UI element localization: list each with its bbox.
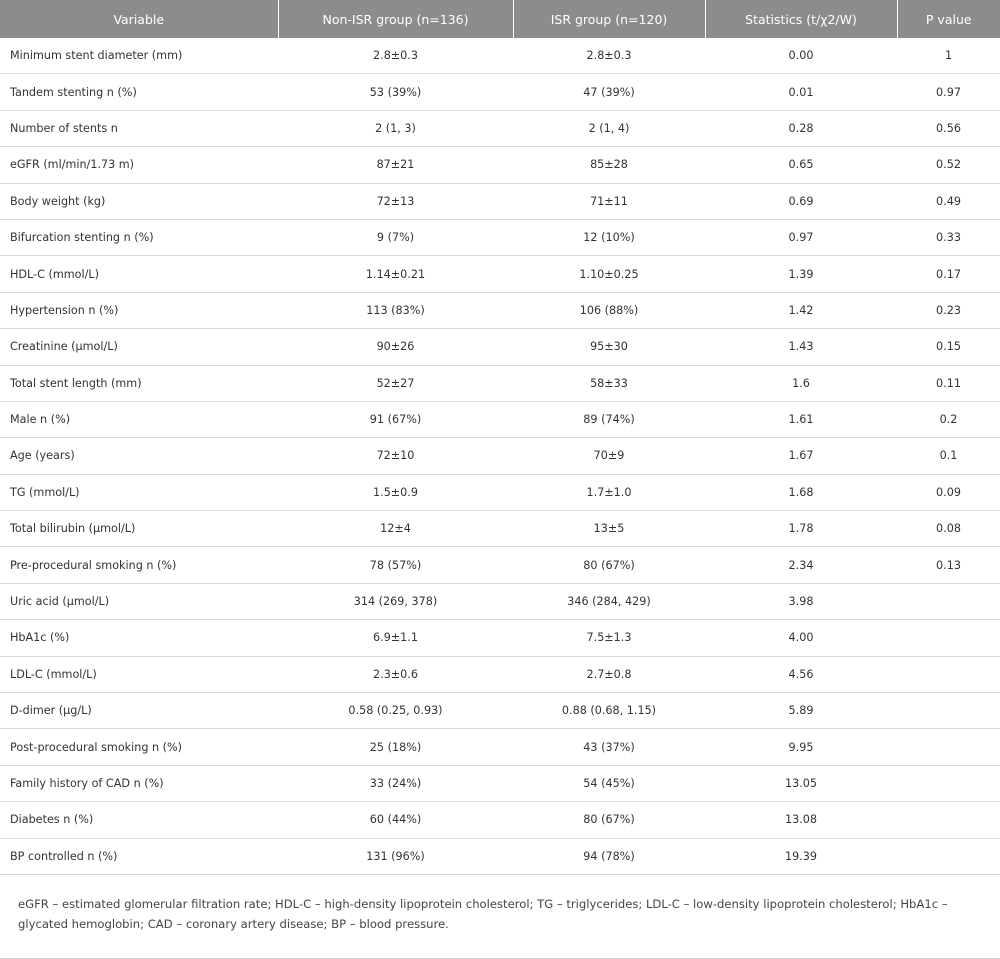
cell-non-isr: 90±26 xyxy=(278,329,513,365)
cell-variable: TG (mmol/L) xyxy=(0,474,278,510)
cell-statistics: 0.65 xyxy=(705,147,897,183)
table-row xyxy=(0,329,1000,365)
cell-p-value: 0.2 xyxy=(897,401,1000,437)
table-row xyxy=(0,438,1000,474)
table-row xyxy=(0,511,1000,547)
cell-p-value xyxy=(897,729,1000,765)
cell-isr: 94 (78%) xyxy=(513,838,705,874)
cell-non-isr: 60 (44%) xyxy=(278,802,513,838)
cell-p-value: 0.23 xyxy=(897,292,1000,328)
cell-statistics: 2.34 xyxy=(705,547,897,583)
cell-statistics: 0.28 xyxy=(705,110,897,146)
cell-p-value: 0.52 xyxy=(897,147,1000,183)
cell-isr: 70±9 xyxy=(513,438,705,474)
cell-statistics: 0.69 xyxy=(705,183,897,219)
cell-variable: D-dimer (µg/L) xyxy=(0,693,278,729)
cell-isr: 2.8±0.3 xyxy=(513,38,705,74)
cell-statistics: 13.05 xyxy=(705,765,897,801)
cell-isr: 13±5 xyxy=(513,511,705,547)
cell-isr: 106 (88%) xyxy=(513,292,705,328)
cell-statistics: 13.08 xyxy=(705,802,897,838)
cell-variable: Minimum stent diameter (mm) xyxy=(0,38,278,74)
cell-isr: 71±11 xyxy=(513,183,705,219)
table-header xyxy=(0,0,1000,38)
header-non-isr-group: Non-ISR group (n=136) xyxy=(278,0,513,38)
cell-variable: Diabetes n (%) xyxy=(0,802,278,838)
table-row xyxy=(0,219,1000,255)
cell-isr: 7.5±1.3 xyxy=(513,620,705,656)
cell-p-value: 0.13 xyxy=(897,547,1000,583)
cell-non-isr: 72±13 xyxy=(278,183,513,219)
cell-isr: 54 (45%) xyxy=(513,765,705,801)
cell-non-isr: 91 (67%) xyxy=(278,401,513,437)
table-row xyxy=(0,765,1000,801)
cell-p-value: 0.11 xyxy=(897,365,1000,401)
cell-p-value: 0.15 xyxy=(897,329,1000,365)
cell-variable: HDL-C (mmol/L) xyxy=(0,256,278,292)
header-row xyxy=(0,0,1000,38)
cell-variable: BP controlled n (%) xyxy=(0,838,278,874)
cell-statistics: 19.39 xyxy=(705,838,897,874)
header-isr-group: ISR group (n=120) xyxy=(513,0,705,38)
table-body xyxy=(0,38,1000,874)
cell-isr: 58±33 xyxy=(513,365,705,401)
cell-variable: Post-procedural smoking n (%) xyxy=(0,729,278,765)
cell-isr: 2.7±0.8 xyxy=(513,656,705,692)
cell-p-value: 0.97 xyxy=(897,74,1000,110)
cell-variable: Age (years) xyxy=(0,438,278,474)
table-row xyxy=(0,838,1000,874)
cell-isr: 89 (74%) xyxy=(513,401,705,437)
cell-non-isr: 2.8±0.3 xyxy=(278,38,513,74)
table-row xyxy=(0,474,1000,510)
cell-p-value: 0.17 xyxy=(897,256,1000,292)
cell-variable: Number of stents n xyxy=(0,110,278,146)
cell-statistics: 5.89 xyxy=(705,693,897,729)
cell-p-value: 0.49 xyxy=(897,183,1000,219)
cell-statistics: 0.00 xyxy=(705,38,897,74)
cell-variable: eGFR (ml/min/1.73 m) xyxy=(0,147,278,183)
cell-p-value xyxy=(897,583,1000,619)
cell-isr: 1.10±0.25 xyxy=(513,256,705,292)
cell-statistics: 4.56 xyxy=(705,656,897,692)
cell-variable: Body weight (kg) xyxy=(0,183,278,219)
cell-isr: 346 (284, 429) xyxy=(513,583,705,619)
cell-non-isr: 9 (7%) xyxy=(278,219,513,255)
table-row xyxy=(0,583,1000,619)
cell-non-isr: 2.3±0.6 xyxy=(278,656,513,692)
cell-statistics: 1.6 xyxy=(705,365,897,401)
cell-non-isr: 0.58 (0.25, 0.93) xyxy=(278,693,513,729)
table-row xyxy=(0,365,1000,401)
table-row xyxy=(0,147,1000,183)
cell-statistics: 0.01 xyxy=(705,74,897,110)
cell-non-isr: 25 (18%) xyxy=(278,729,513,765)
cell-isr: 80 (67%) xyxy=(513,802,705,838)
cell-statistics: 3.98 xyxy=(705,583,897,619)
header-p-value: P value xyxy=(897,0,1000,38)
cell-variable: HbA1c (%) xyxy=(0,620,278,656)
table-footnote: eGFR – estimated glomerular filtration rate; HDL-C – high-density lipoprotein cholesterol; TG – triglycerides; LDL-C – low-density lipoprotein cholesterol; HbA1c – glycated hemoglobin; CAD – coronary artery disease; BP – blood pressure. xyxy=(0,875,1000,959)
cell-isr: 85±28 xyxy=(513,147,705,183)
cell-p-value: 0.08 xyxy=(897,511,1000,547)
cell-statistics: 1.61 xyxy=(705,401,897,437)
table-row xyxy=(0,256,1000,292)
cell-p-value xyxy=(897,802,1000,838)
cell-non-isr: 314 (269, 378) xyxy=(278,583,513,619)
cell-variable: Family history of CAD n (%) xyxy=(0,765,278,801)
cell-non-isr: 6.9±1.1 xyxy=(278,620,513,656)
cell-variable: Tandem stenting n (%) xyxy=(0,74,278,110)
cell-variable: Male n (%) xyxy=(0,401,278,437)
cell-p-value: 1 xyxy=(897,38,1000,74)
cell-variable: Pre-procedural smoking n (%) xyxy=(0,547,278,583)
cell-variable: LDL-C (mmol/L) xyxy=(0,656,278,692)
cell-variable: Uric acid (µmol/L) xyxy=(0,583,278,619)
table-row xyxy=(0,729,1000,765)
cell-isr: 1.7±1.0 xyxy=(513,474,705,510)
cell-statistics: 1.68 xyxy=(705,474,897,510)
cell-p-value xyxy=(897,838,1000,874)
cell-p-value xyxy=(897,620,1000,656)
cell-isr: 12 (10%) xyxy=(513,219,705,255)
cell-non-isr: 87±21 xyxy=(278,147,513,183)
cell-non-isr: 1.14±0.21 xyxy=(278,256,513,292)
cell-isr: 95±30 xyxy=(513,329,705,365)
cell-variable: Hypertension n (%) xyxy=(0,292,278,328)
header-statistics: Statistics (t/χ2/W) xyxy=(705,0,897,38)
cell-statistics: 1.39 xyxy=(705,256,897,292)
cell-p-value: 0.09 xyxy=(897,474,1000,510)
cell-non-isr: 72±10 xyxy=(278,438,513,474)
cell-statistics: 1.67 xyxy=(705,438,897,474)
table-row xyxy=(0,547,1000,583)
cell-statistics: 0.97 xyxy=(705,219,897,255)
cell-non-isr: 113 (83%) xyxy=(278,292,513,328)
cell-non-isr: 78 (57%) xyxy=(278,547,513,583)
table-row xyxy=(0,620,1000,656)
cell-non-isr: 53 (39%) xyxy=(278,74,513,110)
cell-p-value: 0.1 xyxy=(897,438,1000,474)
table-row xyxy=(0,74,1000,110)
table-row xyxy=(0,656,1000,692)
cell-isr: 47 (39%) xyxy=(513,74,705,110)
table-row xyxy=(0,38,1000,74)
cell-isr: 43 (37%) xyxy=(513,729,705,765)
cell-statistics: 9.95 xyxy=(705,729,897,765)
cell-p-value xyxy=(897,656,1000,692)
header-variable: Variable xyxy=(0,0,278,38)
table-row xyxy=(0,292,1000,328)
cell-statistics: 1.43 xyxy=(705,329,897,365)
cell-p-value xyxy=(897,693,1000,729)
cell-variable: Bifurcation stenting n (%) xyxy=(0,219,278,255)
cell-isr: 80 (67%) xyxy=(513,547,705,583)
cell-statistics: 1.78 xyxy=(705,511,897,547)
cell-non-isr: 12±4 xyxy=(278,511,513,547)
cell-p-value: 0.33 xyxy=(897,219,1000,255)
table-row xyxy=(0,802,1000,838)
cell-p-value: 0.56 xyxy=(897,110,1000,146)
table-row xyxy=(0,401,1000,437)
cell-non-isr: 52±27 xyxy=(278,365,513,401)
cell-non-isr: 2 (1, 3) xyxy=(278,110,513,146)
cell-p-value xyxy=(897,765,1000,801)
cell-isr: 2 (1, 4) xyxy=(513,110,705,146)
cell-non-isr: 131 (96%) xyxy=(278,838,513,874)
cell-variable: Creatinine (µmol/L) xyxy=(0,329,278,365)
cell-statistics: 4.00 xyxy=(705,620,897,656)
table-row xyxy=(0,183,1000,219)
cell-variable: Total bilirubin (µmol/L) xyxy=(0,511,278,547)
cell-non-isr: 33 (24%) xyxy=(278,765,513,801)
table-row xyxy=(0,693,1000,729)
cell-variable: Total stent length (mm) xyxy=(0,365,278,401)
cell-isr: 0.88 (0.68, 1.15) xyxy=(513,693,705,729)
table-row xyxy=(0,110,1000,146)
cell-non-isr: 1.5±0.9 xyxy=(278,474,513,510)
cell-statistics: 1.42 xyxy=(705,292,897,328)
